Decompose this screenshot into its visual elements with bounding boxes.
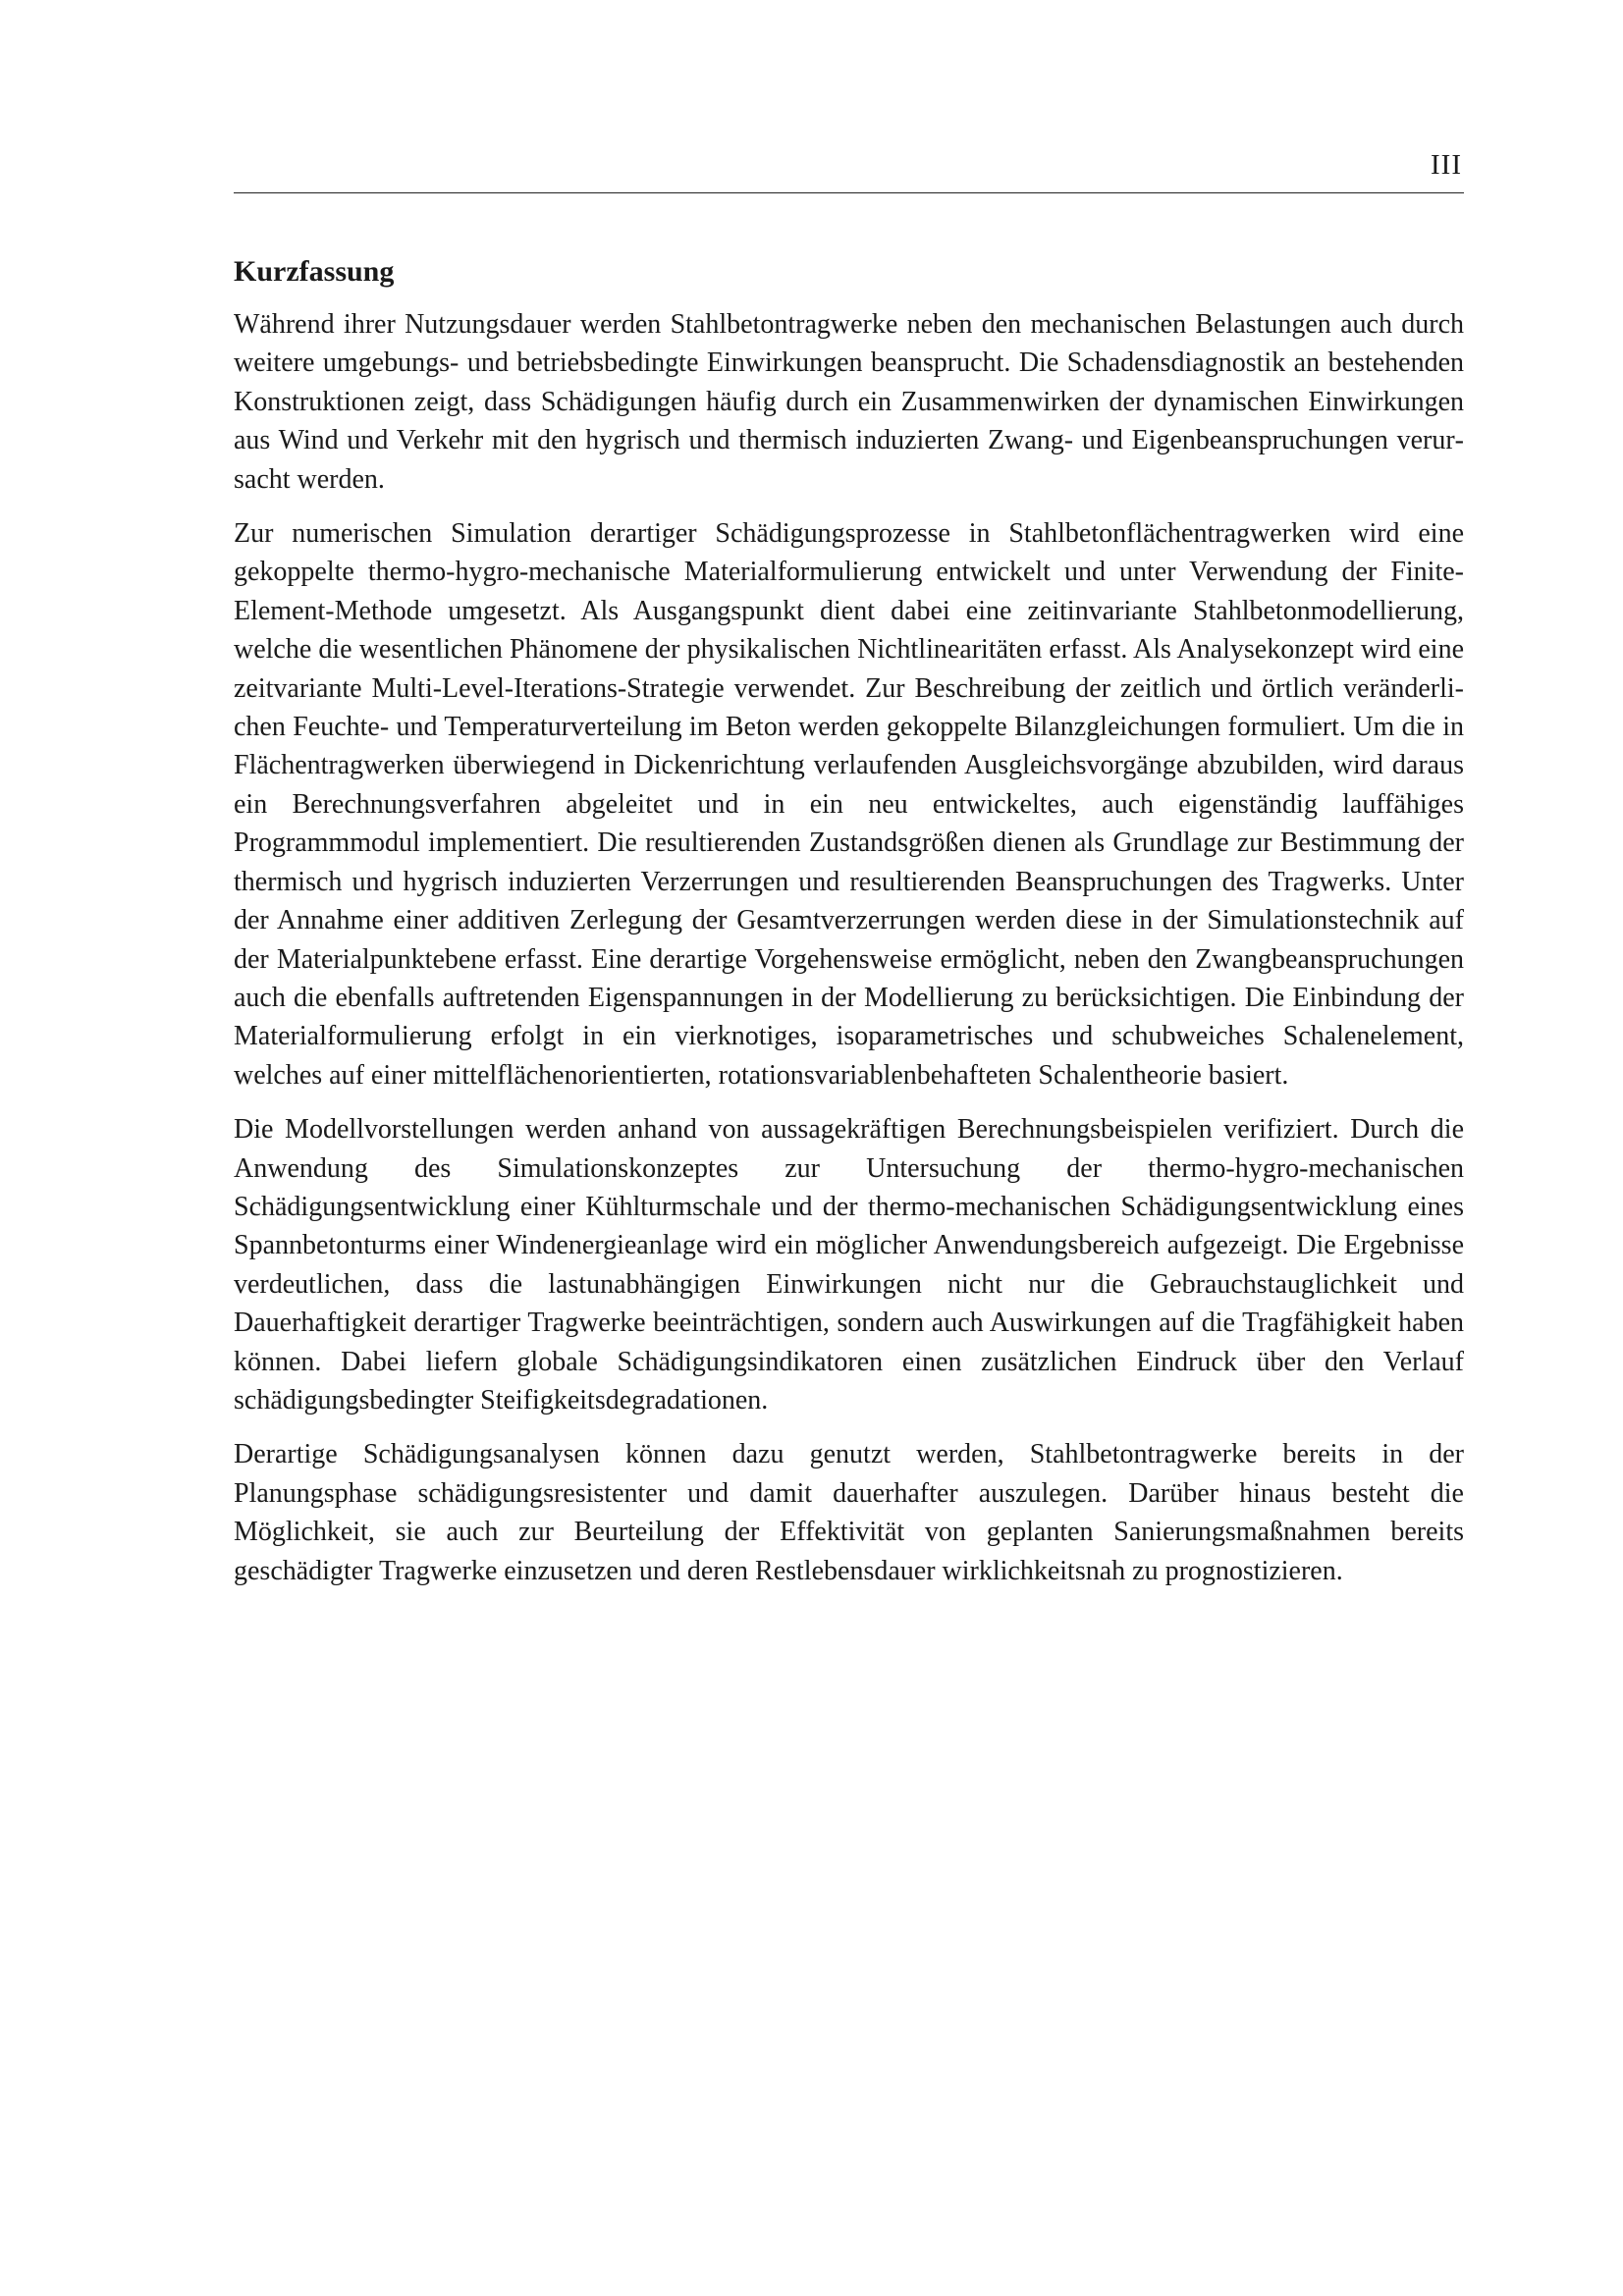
page-number: III	[1431, 149, 1462, 181]
page-header	[234, 147, 1464, 193]
paragraph-1: Während ihrer Nutzungsdauer werden Stahlbetontragwerke neben den mechanischen Belastungen auch durch weitere umgebungs- und betriebsbedingte Einwirkungen beansprucht. Die Schadensdiagnostik an bestehenden Konstruktionen zeigt, dass Schädigungen häufig durch ein Zusammenwirken der dynamischen Einwirkungen aus Wind und Verkehr mit den hygrisch und thermisch induzierten Zwang- und Eigenbeanspruchungen verursacht werden.	[234, 309, 1464, 495]
section-title: Kurzfassung	[234, 255, 395, 288]
abstract-section	[234, 250, 1464, 1606]
paragraph-3: Die Modellvorstellungen werden anhand von aussagekräftigen Berechnungsbeispielen verifiziert. Durch die Anwendung des Simulationskonzeptes zur Untersuchung der thermo-hygro-mechanischen Schädigungsentwicklung einer Kühlturmschale und der thermo-mechanischen Schädigungsentwicklung eines Spannbetonturms einer Windenergieanlage wird ein möglicher Anwendungsbereich aufgezeigt. Die Ergebnisse verdeutlichen, dass die lastunabhängigen Einwirkungen nicht nur die Gebrauchstauglichkeit und Dauerhaftigkeit derartiger Tragwerke beeinträchtigen, sondern auch Auswirkungen auf die Tragfähigkeit haben können. Dabei liefern globale Schädigungsindikatoren einen zusätzlichen Eindruck über den Verlauf schädigungsbedingter Steifigkeitsdegradationen.	[234, 1114, 1464, 1415]
paragraph-4: Derartige Schädigungsanalysen können dazu genutzt werden, Stahlbetontragwerke bereits in der Planungsphase schädigungsresistenter und damit dauerhafter auszulegen. Darüber hinaus besteht die Möglichkeit, sie auch zur Beurteilung der Effektivität von geplanten Sanierungsmaßnahmen bereits geschädigter Tragwerke einzusetzen und deren Restlebensdauer wirklichkeitsnah zu prognostizieren.	[234, 1439, 1464, 1586]
paragraph-2: Zur numerischen Simulation derartiger Schädigungsprozesse in Stahlbetonflächentragwerken wird eine gekoppelte thermo-hygro-mechanische Materialformulierung entwickelt und unter Verwendung der Finite-Element-Methode umgesetzt. Als Ausgangspunkt dient dabei eine zeitinvariante Stahlbetonmodellierung, welche die wesentlichen Phänomene der physikalischen Nichtlinearitäten erfasst. Als Analysekonzept wird eine zeitvariante Multi-Level-Iterations-Strategie verwendet. Zur Beschreibung der zeitlich und örtlich veränderlichen Feuchte- und Temperaturverteilung im Beton werden gekoppelte Bilanzgleichungen formuliert. Um die in Flächentragwerken überwiegend in Dickenrichtung verlaufenden Ausgleichsvorgänge abzubilden, wird daraus ein Berechnungsverfahren abgeleitet und in ein neu entwickeltes, auch eigenständig lauffähiges Programmmodul implementiert. Die resultierenden Zustandsgrößen dienen als Grundlage zur Bestimmung der thermisch und hygrisch induzierten Verzerrungen und resultierenden Beanspruchungen des Tragwerks. Unter der Annahme einer additiven Zerlegung der Gesamtverzerrungen werden diese in der Simulationstechnik auf der Materialpunktebene erfasst. Eine derartige Vorgehensweise ermöglicht, neben den Zwangbeanspruchungen auch die ebenfalls auftretenden Eigenspannungen in der Modellierung zu berücksichtigen. Die Einbindung der Materialformulierung erfolgt in ein vierknotiges, isoparametrisches und schubweiches Schalenelement, welches auf einer mittelflächenorientierten, rotationsvariablenbehafteten Schalentheorie basiert.	[234, 518, 1464, 1091]
